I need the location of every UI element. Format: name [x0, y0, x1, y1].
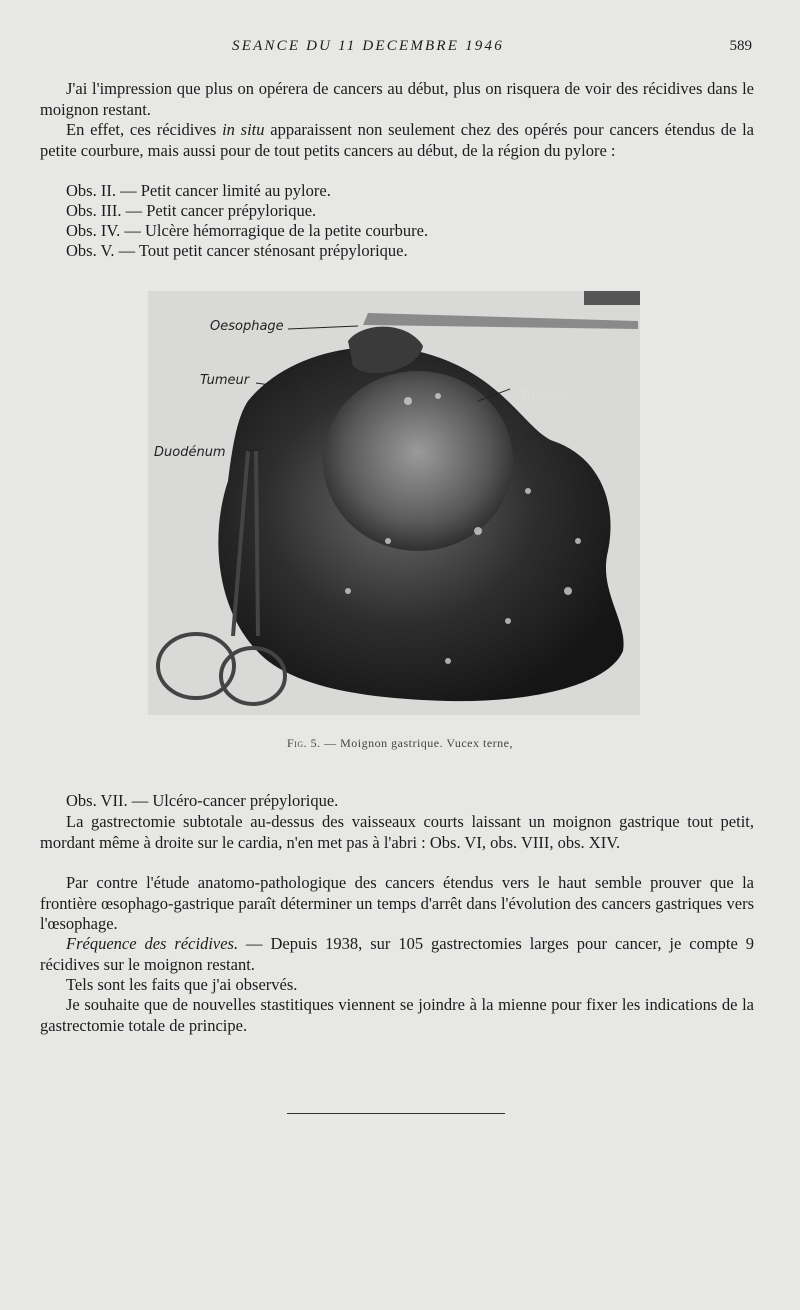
running-header [0, 38, 800, 60]
paragraph-frequence [40, 934, 754, 975]
frequence-text: — Depuis 1938, sur 105 gastrectomies larges pour cancer, je compte 9 récidives sur le moignon restant. [40, 934, 754, 974]
caption-text: — Moignon gastrique. Vucex terne, [320, 736, 513, 750]
paragraph-par-contre: Par contre l'étude anatomo-pathologique des cancers étendus vers le haut semble prouver que la frontière œsophago-gastrique paraît déterminer un temps d'arrêt dans l'évolution des cancers gastriques vers l'œsophage. [40, 873, 754, 933]
intro-p2-end: apparaissent non seulement chez des opérés pour cancers étendus de la petite courbure, mais aussi pour de tout petits cancers au début, de la région du pylore : [40, 120, 754, 160]
intro-paragraph-2 [40, 120, 754, 161]
observation-line: Obs. VII. — Ulcéro-cancer prépylorique. [66, 791, 339, 810]
forceps-handle-shape [584, 291, 640, 305]
specimen-illustration [148, 291, 640, 715]
page-number: 589 [729, 38, 752, 54]
caption-figure-number: Fig. 5. [287, 736, 321, 750]
label-duodenum: Duodénum [154, 445, 226, 460]
paragraph-gastrectomie: La gastrectomie subtotale au-dessus des vaisseaux courts laissant un moignon gastrique tout petit, mordant même à droite sur le cardia, n'en met pas à l'abri : Obs. VI, obs. VIII, obs. XIV. [40, 812, 754, 852]
label-tumeur-right: Tumeur [520, 390, 570, 405]
figure-caption [0, 736, 800, 751]
specimen-photograph [148, 291, 640, 715]
observation-line: Obs. III. — Petit cancer prépylorique. [66, 201, 317, 220]
observation-line: Obs. II. — Petit cancer limité au pylore. [66, 181, 331, 200]
label-oesophage: Oesophage [210, 319, 284, 334]
intro-p2-start: En effet, ces récidives [66, 120, 223, 139]
observation-line: Obs. IV. — Ulcère hémorragique de la petite courbure. [66, 221, 429, 240]
closing-rule [287, 1113, 505, 1114]
label-tumeur-left: Tumeur [200, 373, 250, 388]
paragraph-tels: Tels sont les faits que j'ai observés. [66, 975, 298, 994]
tumour-region-shape [323, 371, 513, 551]
intro-p2-italic: in situ [222, 120, 265, 139]
observation-line: Obs. V. — Tout petit cancer sténosant prépylorique. [66, 241, 408, 260]
intro-paragraph-1: J'ai l'impression que plus on opérera de cancers au début, plus on risquera de voir des récidives dans le moignon restant. [40, 79, 754, 119]
running-title: SEANCE DU 11 DECEMBRE 1946 [232, 38, 504, 54]
frequence-heading: Fréquence des récidives. [66, 934, 239, 953]
paragraph-souhaite: Je souhaite que de nouvelles stastitiques viennent se joindre à la mienne pour fixer les indications de la gastrectomie totale de principe. [40, 995, 754, 1035]
